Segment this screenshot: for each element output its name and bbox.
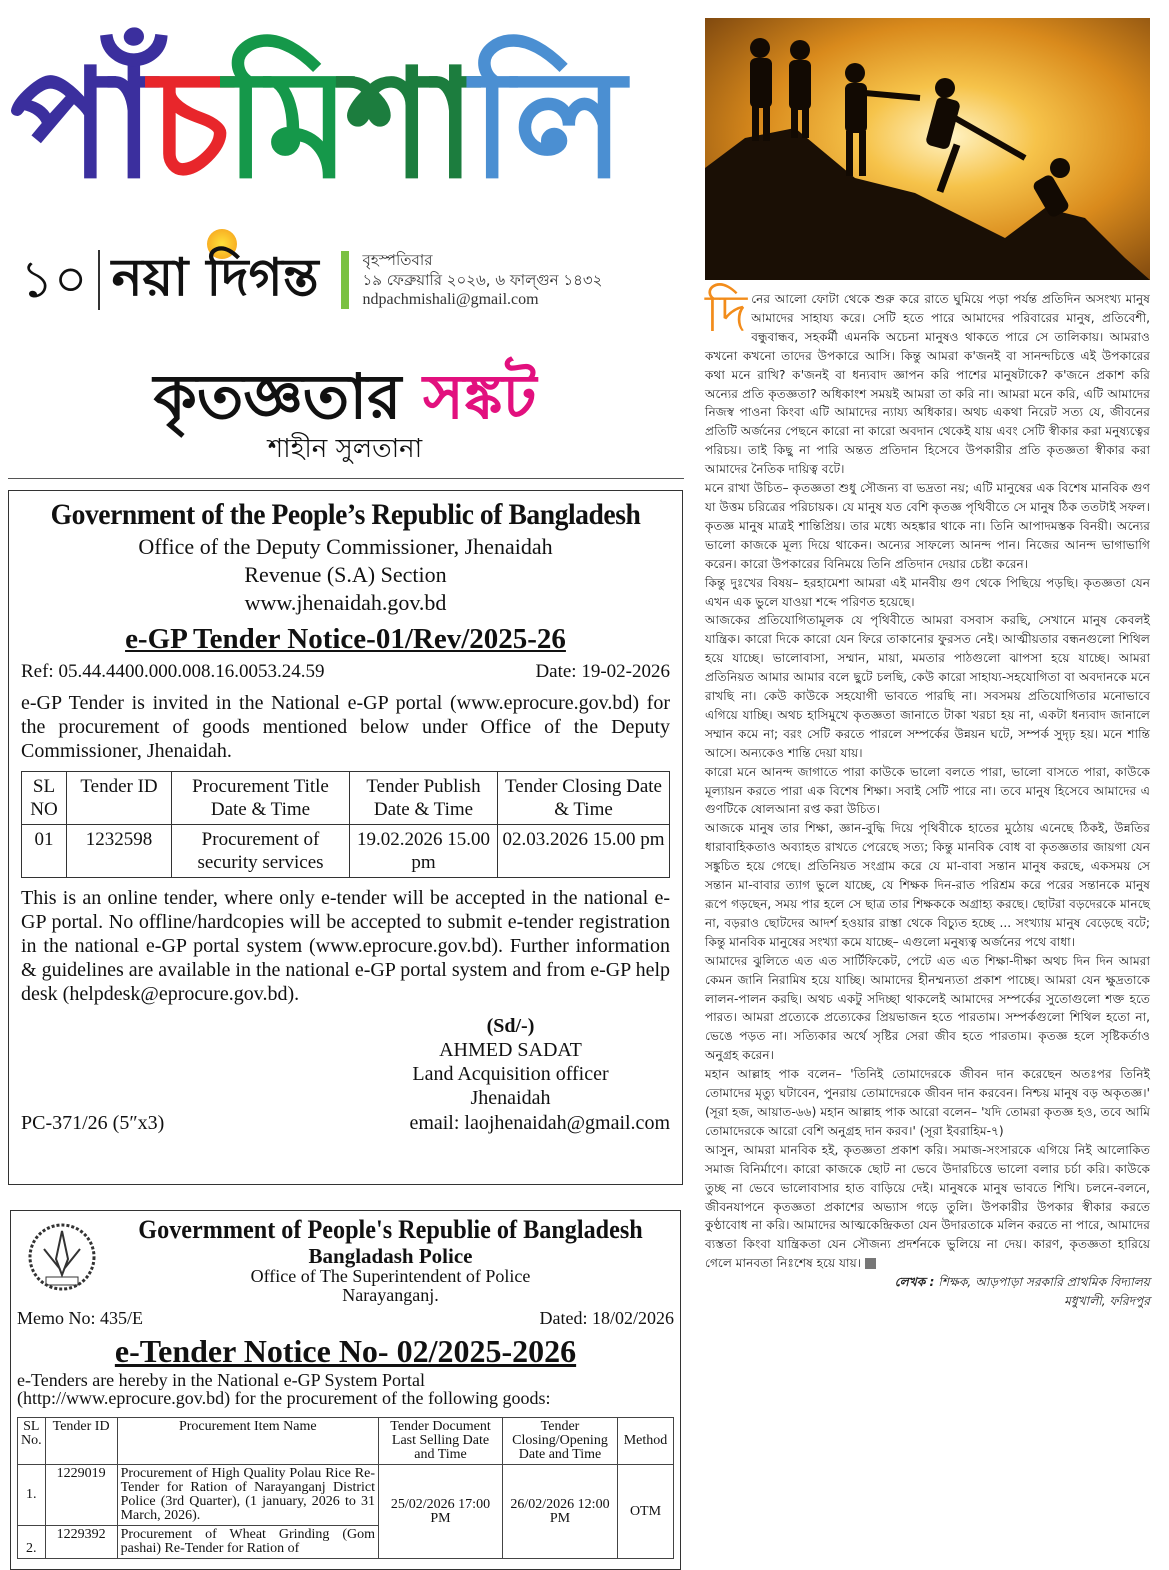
- cell: Procurement of Wheat Grinding (Gom pashai) Re-Tender for Ration of: [117, 1526, 378, 1559]
- tender-section: Revenue (S.A) Section: [244, 562, 447, 587]
- issue-email: ndpachmishali@gmail.com: [362, 291, 539, 308]
- tender-intro-2: (http://www.eprocure.gov.bd) for the procurement of the following goods:: [17, 1388, 551, 1408]
- tender-place: Narayanganj.: [342, 1285, 439, 1305]
- issue-header: [20, 247, 603, 310]
- memo-date: Dated: 18/02/2026: [539, 1308, 674, 1328]
- tender-table: [21, 771, 670, 878]
- tender-dept: Bangladash Police: [308, 1244, 473, 1268]
- newspaper-logo: [112, 237, 319, 324]
- police-emblem-icon: [17, 1215, 107, 1300]
- col-header: Method: [618, 1418, 674, 1465]
- tender-body-text: This is an online tender, where only e-tender will be accepted in the national e-GP portal. No offline/hardcopies will be accepted to submit e-tender registration in the national e-GP portal system (www.eprocure.gov.bd). Further information & guidelines are available in the national e-GP portal system and from e-GP help desk (: [21, 887, 670, 1005]
- article-paragraph: আজকে মানুষ তার শিক্ষা, জ্ঞান-বুদ্ধি দিয়ে পৃথিবীকে হাতের মুঠোয় এনেছে ঠিকই, উন্নতির ধারাবাহিকতাও অব্যাহত রাখতে পেরেছে সত্য; কিন্তু মানবিক বোধ বা কৃতজ্ঞতার জায়গা যেন সঙ্কুচিত হয়ে গেছে। প্রতিনিয়ত সংগ্রাম করে যে মা-বাবা সন্তান মানুষ করছে, একসময় সে সন্তান মা-বাবার ত্যাগ ভুলে যাচ্ছে, যে শিক্ষক দিন-রাত পরিশ্রম করে পরের সন্তানকে মানুষ রূপে গড়ছেন, সময় পার হলে সে ছাত্র তার শিক্ষককে অগ্রাহ্য করছে। ছোটরা বড়দেরকে মানছে না, বড়রাও ছোটদের আদর্শ হওয়ার রাস্তা থেকে বিচ্যুত হচ্ছে ... সংখ্যায় মানুষ বেড়েছে বটে; কিন্তু মানবিক মানুষের সংখ্যা কমে যাচ্ছে– এগুলো মনুষ্যত্ব অর্জনের পথে বাধা।: [705, 821, 1150, 949]
- cell: 2.: [18, 1526, 46, 1559]
- logo-letter: শা: [344, 38, 471, 212]
- article-body: [705, 284, 1150, 1311]
- signer-place: Jhenaidah: [470, 1087, 551, 1109]
- cell: 26/02/2026 12:00 PM: [503, 1465, 618, 1559]
- article-paragraph: কিন্তু দুঃখের বিষয়– হরহামেশা আমরা এই মানবীয় গুণ থেকে পিছিয়ে পড়ছি। কৃতজ্ঞতা যেন এখন এক ভুলে যাওয়া শব্দে পরিণত হয়েছে।: [705, 575, 1150, 609]
- table-header-row: [22, 772, 670, 825]
- tender-title: Govermment of People's Republie of Bangladesh: [138, 1215, 643, 1244]
- signer-designation: Land Acquisition officer: [412, 1063, 609, 1085]
- drop-cap: দি: [705, 284, 748, 344]
- signature-sd: (Sd/-): [486, 1015, 535, 1037]
- tender-intro: e-GP Tender is invited in the National e-GP portal (www.eprocure.gov.bd) for the procurement of goods mentioned below under Office of the Deputy Commissioner, Jhenaidah.: [21, 692, 670, 762]
- end-mark-icon: [865, 1258, 876, 1269]
- article-photo-climbers: [705, 18, 1150, 280]
- tender-table: [17, 1417, 674, 1559]
- tender-office: Office of The Superintendent of Police: [250, 1266, 531, 1286]
- logo-letter: পাঁ: [10, 38, 150, 212]
- cell: 1.: [18, 1465, 46, 1526]
- tender-title: Government of the People’s Republic of Bangladesh: [50, 498, 641, 531]
- col-header: SL No.: [18, 1418, 46, 1465]
- tender-intro-1: e-Tenders are hereby in the National e-GP System Portal: [17, 1370, 425, 1390]
- cell: 1229392: [45, 1526, 117, 1559]
- col-header: Tender Publish Date & Time: [350, 772, 498, 825]
- tender-ref: Ref: 05.44.4400.000.008.16.0053.24.59: [21, 661, 325, 682]
- author-label: লেখক :: [894, 1275, 935, 1290]
- author-info: [705, 1273, 1150, 1292]
- col-header: Tender Closing/Opening Date and Time: [503, 1418, 618, 1465]
- signer-name: AHMED SADAT: [439, 1039, 582, 1061]
- cell: 1232598: [67, 825, 172, 878]
- memo-number: Memo No: 435/E: [17, 1308, 143, 1328]
- tender-website: www.jhenaidah.gov.bd: [244, 590, 447, 615]
- pc-number: PC-371/26 (5″x3): [21, 1112, 165, 1134]
- cell: Procurement of High Quality Polau Rice Re- Tender for Ration of Narayanganj District Police (3rd Quarter), (1 january, 2026 to 31 March, 2026).: [117, 1465, 378, 1526]
- article-paragraph: [705, 284, 1150, 479]
- helpdesk-email-link[interactable]: helpdesk@eprocure.gov.bd: [69, 983, 288, 1005]
- col-header: SL NO: [22, 772, 67, 825]
- tender-body: [21, 886, 670, 1006]
- issue-date-block: [363, 250, 603, 310]
- cell: 02.03.2026 15.00 pm: [498, 825, 670, 878]
- issue-date: ১৯ ফেব্রুয়ারি ২০২৬, ৬ ফাল্গুন ১৪৩২: [362, 271, 603, 289]
- article-byline: শাহীন সুলতানা: [267, 434, 423, 464]
- tender-office: Office of the Deputy Commissioner, Jhenaidah: [138, 534, 553, 559]
- article-paragraph: [705, 1141, 1150, 1273]
- newspaper-name: নয়া দিগন্ত: [111, 247, 319, 308]
- logo-letter: মি: [224, 38, 345, 212]
- cell: 1229019: [45, 1465, 117, 1526]
- col-header: Procurement Item Name: [117, 1418, 378, 1465]
- cell: 01: [22, 825, 67, 878]
- cell: 19.02.2026 15.00 pm: [350, 825, 498, 878]
- logo-letter: চ: [149, 38, 225, 212]
- headline-part2: সঙ্কট: [422, 360, 537, 433]
- article-paragraph: কারো মনে আনন্দ জাগাতে পারা কাউকে ভালো বলতে পারা, ভালো বাসতে পারা, কাউকে মূল্যায়ন করতে পারা এক বিশেষ শিক্ষা। সবাই সেটি পারে না। তবে মানুষ হিসেবে আমাদের এ গুণটিকে ষোলআনা রপ্ত করা উচিত।: [705, 764, 1150, 817]
- article-paragraph: আমাদের ঝুলিতে এত এত সার্টিফিকেট, পেটে এত এত শিক্ষা-দীক্ষা অথচ দিন দিন আমরা কেমন জানি নিরামিষ হয়ে যাচ্ছি। আমাদের হীনম্মন্যতা প্রকাশ পাচ্ছে। আমরা যেন ক্ষুদ্রতাকে লালন-পালন করছি। অথচ একটু সদিচ্ছা থাকলেই আমাদের সম্পর্কের সুতোগুলো শক্ত হতে পারত। আমরা প্রত্যেকে প্রত্যেকের প্রিয়ভাজন হতে পারতাম। সম্পর্কগুলো শিথিল হতো না, ভেঙে পড়ত না। সত্যিকার অর্থে সৃষ্টির সেরা জীব হতে পারতাম। কৃতজ্ঞ হলে সৃষ্টিকর্তাও অনুগ্রহ করেন।: [705, 953, 1150, 1063]
- headline-part1: কৃতজ্ঞতার: [153, 360, 423, 433]
- divider: [8, 478, 684, 479]
- col-header: Procurement Title Date & Time: [172, 772, 350, 825]
- divider-bar: [341, 251, 349, 309]
- tender-notice-number: e-GP Tender Notice-01/Rev/2025-26: [125, 623, 566, 655]
- paragraph-text: নের আলো ফোটা থেকে শুরু করে রাতে ঘুমিয়ে পড়া পর্যন্ত প্রতিদিন অসংখ্য মানুষ আমাদের সাহায্য করে। সেটি হতে পারে আমাদের পরিবারের মানুষ, প্রতিবেশী, বন্ধুবান্ধব, সহকর্মী এমনকি অচেনা মানুষও থাকতে পারে সে তালিকায়। আমরাও কখনো কখনো তাদের উপকারে আসি। কিন্তু আমরা ক'জনই বা সানন্দচিত্তে এই উপকারের কথা মনে রাখি? ক'জনই বা ধন্যবাদ জ্ঞাপন করি পাশের মানুষটাকে? ক'জনে প্রকাশ করি অন্যের প্রতি কৃতজ্ঞতা? অধিকাংশ সময়ই আমরা তা করি না। আমরা মনে করি, এটি আমাদের নিজস্ব পাওনা কিংবা এটি আমাদের ন্যায্য অধিকার। অথচ একথা নিরেট সত্য যে, জীবনের প্রতিটি অর্জনের পেছনে কারো না কারো অবদান থেকেই যায় এবং সেটি স্বীকার করা মনুষ্যত্বের পরিচয়। তাই কিছু না পারি অন্তত প্রতিদান হিসেবে উপকারীর প্রতি কৃতজ্ঞতা স্বীকার করা আমাদের নৈতিক দায়িত্ব বটে।: [705, 292, 1150, 477]
- cell: Procurement of security services: [172, 825, 350, 878]
- table-header-row: [18, 1418, 674, 1465]
- author-location: মধুখালী, ফরিদপুর: [1064, 1294, 1150, 1309]
- table-row: [18, 1465, 674, 1526]
- cell: OTM: [618, 1465, 674, 1559]
- col-header: Tender ID: [67, 772, 172, 825]
- tender-notice-jhenaidah: [8, 490, 683, 1185]
- signer-email: email: laojhenaidah@gmail.com: [409, 1112, 670, 1134]
- tender-date: Date: 19-02-2026: [535, 661, 670, 682]
- col-header: Tender ID: [45, 1418, 117, 1465]
- author-line1: শিক্ষক, আড়পাড়া সরকারি প্রাথমিক বিদ্যালয়: [934, 1275, 1150, 1290]
- article-paragraph: আজকের প্রতিযোগিতামূলক যে পৃথিবীতে আমরা বসবাস করছি, সেখানে মানুষ কেবলই যান্ত্রিক। কারো দিকে কারো যেন ফিরে তাকানোর ফুরসত নেই। আত্মীয়তার বন্ধনগুলো শিথিল হয়ে যাচ্ছে। ভালোবাসা, সম্মান, মায়া, মমতার পাঠগুলো ঝাপসা হয়ে যাচ্ছে। আমরা প্রতিনিয়ত আমার আমার বলে ছুটে চলছি, কেউ কারো সাহায্য-সহযোগিতা বা অবদানকে মনে রাখছি না। কেউ কাউকে সহযোগী ভাবতে পারছি না। সবসময় প্রতিযোগিতার মনোভাবে এগিয়ে যাচ্ছি। অথচ হাসিমুখে কৃতজ্ঞতা জানাতে টাকা খরচা হয় না, একটা ধন্যবাদ জানালে সম্মান কমে না; বরং সেটি করতে পারলে সম্পর্কের উন্নয়ন ঘটে, সম্পর্ক সুদৃঢ় হয়। মনে শান্তি আসে। অন্যকেও শান্তি দেয়া যায়।: [705, 613, 1150, 760]
- paragraph-text: আসুন, আমরা মানবিক হই, কৃতজ্ঞতা প্রকাশ করি। সমাজ-সংসারকে এগিয়ে নিই আলোকিত সমাজ বিনির্মাণে। কারো কাজকে ছোট না ভেবে উদারচিত্তে ভালো বলার চর্চা করি। কাউকে তুচ্ছ না ভেবে ভালোবাসার হাত বাড়িয়ে দেই। মানুষকে মানুষ ভাবতে শিখি। চলনে-বলনে, জীবনযাপনে কৃতজ্ঞতা প্রকাশের অভ্যাস গড়ে তুলি। উপকারীর উপকার স্বীকার করতে কুণ্ঠাবোধ না করি। আমাদের আত্মকেন্দ্রিকতা যেন উদারতাকে মলিন করতে না পারে, আমাদের ব্যস্ততা কিংবা যান্ত্রিকতা যেন সৌজন্য প্রদর্শনকে ভুলিয়ে না দেয়। কারণ, কৃতজ্ঞতা হারিয়ে গেলে মানবতা নিঃশেষ হয়ে যায়।: [705, 1142, 1150, 1271]
- tender-notice-narayanganj-police: [10, 1210, 681, 1570]
- issue-day: বৃহস্পতিবার: [362, 251, 433, 269]
- page-number: ১০: [20, 250, 100, 310]
- masthead-logo: [10, 10, 690, 240]
- cell: 25/02/2026 17:00 PM: [379, 1465, 503, 1559]
- table-row: [22, 825, 670, 878]
- tender-body-end: ).: [287, 983, 300, 1005]
- article-paragraph: মনে রাখা উচিত– কৃতজ্ঞতা শুধু সৌজন্য বা ভদ্রতা নয়; এটি মানুষের এক বিশেষ মানবিক গুণ যা উত্তম চরিত্রের পরিচায়ক। যে মানুষ যত বেশি কৃতজ্ঞ পৃথিবীতে সে মানুষ ঠিক ততটাই সফল। কৃতজ্ঞ মানুষ মাত্রই শান্তিপ্রিয়। তার মধ্যে অহঙ্কার থাকে না। তিনি আপাদমস্তক বিনয়ী। অন্যের ভালো কাজকে মূল্য দিয়ে থাকেন। অন্যের সাফল্যে আনন্দ পান। নিজের আনন্দ ভাগাভাগি করেন। কারো উপকারের বিনিময়ে তিনি প্রতিদান দেয়ার চেষ্টা করেন।: [705, 481, 1150, 571]
- tender-notice-number: e-Tender Notice No- 02/2025-2026: [114, 1333, 577, 1369]
- col-header: Tender Document Last Selling Date and Time: [379, 1418, 503, 1465]
- article-paragraph: মহান আল্লাহ পাক বলেন– 'তিনিই তোমাদেরকে জীবন দান করেছেন অতঃপর তিনিই তোমাদের মৃত্যু ঘটাবেন, পুনরায় তোমাদেরকে জীবন দান করবেন। নিশ্চয় মানুষ বড় অকৃতজ্ঞ।' (সূরা হজ, আয়াত-৬৬) মহান আল্লাহ পাক আরো বলেন– 'যদি তোমরা কৃতজ্ঞ হও, তবে আমি তোমাদেরকে আরো বেশি অনুগ্রহ দান করব।' (সূরা ইবরাহিম-৭): [705, 1067, 1150, 1138]
- col-header: Tender Closing Date & Time: [498, 772, 670, 825]
- logo-letter: লি: [470, 38, 620, 212]
